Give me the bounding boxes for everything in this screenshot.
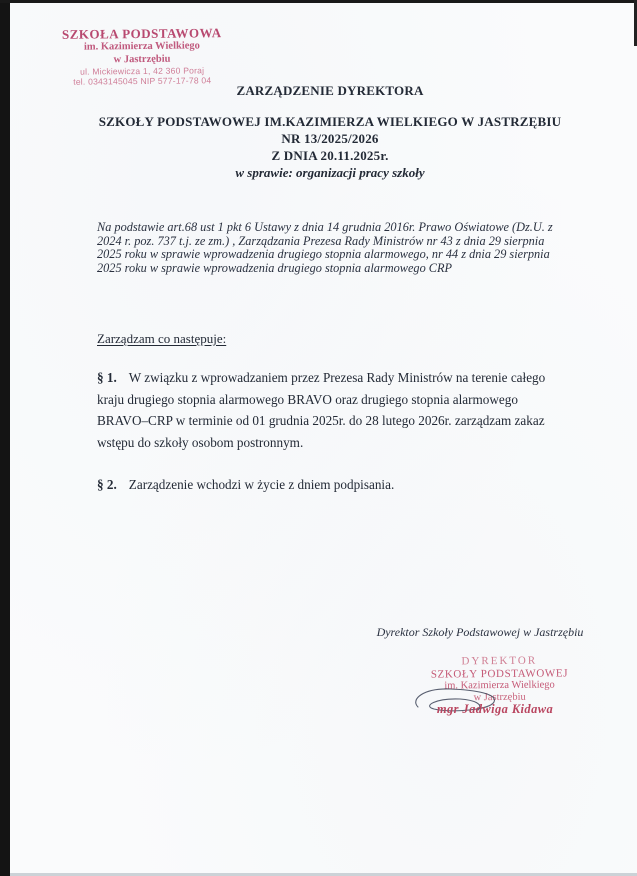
document-title-block — [25, 83, 635, 164]
director-stamp-title: DYREKTOR — [461, 654, 538, 668]
signature-role-line: Dyrektor Szkoły Podstawowej w Jastrzębiu — [376, 625, 584, 639]
paragraph-1-number: § 1. — [97, 370, 117, 385]
director-stamp-town: w Jastrzębiu — [473, 692, 526, 704]
title-line-school: SZKOŁY PODSTAWOWEJ IM.KAZIMIERZA WIELKIEGO W JASTRZĘBIU — [98, 114, 562, 129]
title-line-date: Z DNIA 20.11.2025r. — [271, 148, 389, 163]
school-header-stamp — [42, 25, 243, 87]
legal-basis-paragraph: Na podstawie art.68 ust 1 pkt 6 Ustawy z dnia 14 grudnia 2016r. Prawo Oświatowe (Dz.U. z 2024 r. poz. 737 t.j. ze zm.) , Zarządzania Prezesa Rady Ministrów nr 43 z dnia 29 sierpnia 2025 roku w sprawie wprowadzenia drugiego stopnia alarmowego, nr 44 z dnia 29 sierpnia 2025 roku w sprawie wprowadzenia drugiego stopnia alarmowego CRP — [97, 220, 553, 275]
title-line-order: ZARZĄDZENIE DYREKTORA — [236, 83, 424, 98]
title-line-number: NR 13/2025/2026 — [281, 131, 379, 146]
stamp-patron-line: im. Kazimierza Wielkiego — [83, 40, 200, 53]
order-heading: Zarządzam co następuje: — [97, 331, 227, 346]
stamp-phone-nip-line: tel. 0343145045 NIP 577-17-78 04 — [73, 75, 212, 87]
signature-name: mgr Jadwiga Kidawa — [436, 702, 554, 716]
paragraph-2 — [97, 474, 559, 496]
paragraph-1 — [97, 367, 559, 453]
paragraph-2-number: § 2. — [97, 477, 117, 492]
subject-line: w sprawie: organizacji pracy szkoły — [235, 165, 425, 180]
paragraph-1-text: W związku z wprowadzaniem przez Prezesa Rady Ministrów na terenie całego kraju drugiego stopnia alarmowego BRAVO oraz drugiego stopnia alarmowego BRAVO–CRP w terminie od 01 grudnia 2025r. do 28 lutego 2026r. zarządzam zakaz wstępu do szkoły osobom postronnym. — [97, 370, 546, 450]
scan-edge-left — [0, 0, 10, 876]
scan-edge-top — [0, 0, 637, 3]
stamp-town-line: w Jastrzębiu — [113, 53, 171, 66]
paragraph-2-text: Zarządzenie wchodzi w życie z dniem podpisania. — [128, 477, 395, 492]
director-stamp-school: SZKOŁY PODSTAWOWEJ — [430, 667, 569, 681]
stamp-school-name: SZKOŁA PODSTAWOWA — [61, 25, 222, 42]
director-stamp-patron: im. Kazimierza Wielkiego — [444, 679, 555, 692]
stamp-address-line: ul. Mickiewicza 1, 42 360 Poraj — [80, 65, 205, 77]
